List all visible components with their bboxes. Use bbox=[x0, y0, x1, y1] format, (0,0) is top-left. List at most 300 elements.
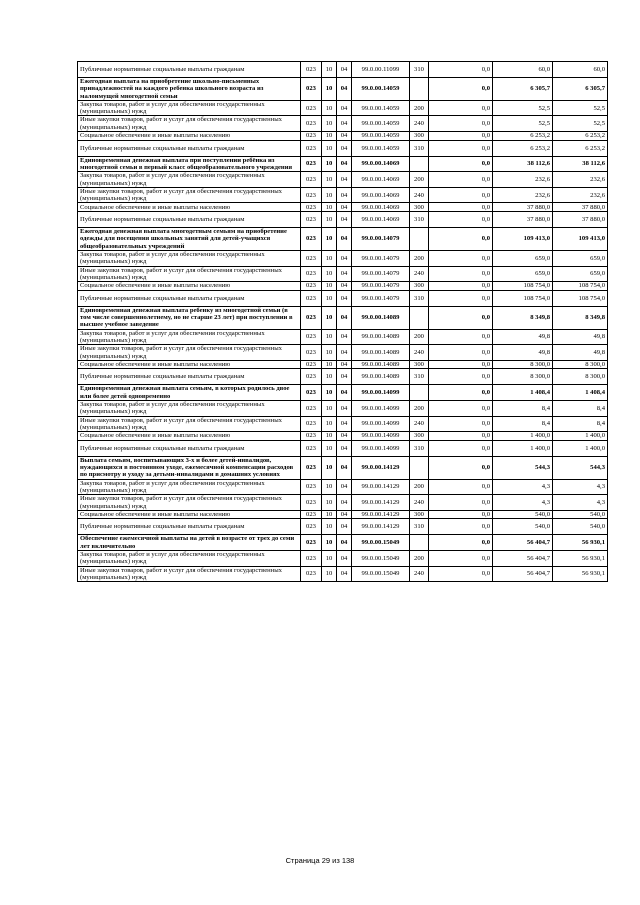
row-grbs-cell: 023 bbox=[301, 266, 322, 282]
table-row bbox=[78, 132, 608, 141]
row-grbs-cell: 023 bbox=[301, 495, 322, 511]
row-expense-type-cell: 300 bbox=[410, 510, 429, 519]
row-subsection-cell: 04 bbox=[337, 535, 352, 551]
row-name-cell: Социальное обеспечение и иные выплаты населению bbox=[78, 282, 301, 291]
row-grbs-cell: 023 bbox=[301, 282, 322, 291]
row-amount-2-cell: 8,4 bbox=[493, 416, 553, 432]
row-amount-1-cell: 0,0 bbox=[429, 132, 493, 141]
row-expense-type-cell: 300 bbox=[410, 282, 429, 291]
row-name-cell: Закупка товаров, работ и услуг для обеспечения государственных (муниципальных) нужд bbox=[78, 400, 301, 416]
row-target-article-cell: 99.0.00.14059 bbox=[352, 78, 410, 101]
row-amount-3-cell: 540,0 bbox=[553, 519, 608, 535]
row-target-article-cell: 99.0.00.14089 bbox=[352, 306, 410, 329]
row-subsection-cell: 04 bbox=[337, 306, 352, 329]
row-target-article-cell: 99.0.00.14129 bbox=[352, 479, 410, 495]
row-target-article-cell: 99.0.00.14129 bbox=[352, 510, 410, 519]
row-section-cell: 10 bbox=[322, 519, 337, 535]
row-amount-1-cell: 0,0 bbox=[429, 203, 493, 212]
row-target-article-cell: 99.0.00.14099 bbox=[352, 385, 410, 401]
row-expense-type-cell bbox=[410, 385, 429, 401]
table-row bbox=[78, 282, 608, 291]
row-subsection-cell: 04 bbox=[337, 479, 352, 495]
row-subsection-cell: 04 bbox=[337, 203, 352, 212]
page-footer: Страница 29 из 138 bbox=[285, 856, 355, 865]
row-amount-1-cell: 0,0 bbox=[429, 400, 493, 416]
table-row bbox=[78, 479, 608, 495]
row-name-cell: Социальное обеспечение и иные выплаты населению bbox=[78, 432, 301, 441]
row-expense-type-cell: 310 bbox=[410, 212, 429, 228]
row-amount-3-cell: 108 754,0 bbox=[553, 290, 608, 306]
row-name-cell: Публичные нормативные социальные выплаты гражданам bbox=[78, 519, 301, 535]
row-amount-2-cell: 659,0 bbox=[493, 266, 553, 282]
row-amount-1-cell: 0,0 bbox=[429, 62, 493, 78]
row-target-article-cell: 99.0.00.14079 bbox=[352, 290, 410, 306]
row-expense-type-cell: 240 bbox=[410, 345, 429, 361]
row-grbs-cell: 023 bbox=[301, 519, 322, 535]
row-grbs-cell: 023 bbox=[301, 345, 322, 361]
row-grbs-cell: 023 bbox=[301, 203, 322, 212]
row-section-cell: 10 bbox=[322, 282, 337, 291]
row-amount-3-cell: 37 880,0 bbox=[553, 212, 608, 228]
row-grbs-cell: 023 bbox=[301, 116, 322, 132]
row-amount-1-cell: 0,0 bbox=[429, 329, 493, 345]
row-target-article-cell: 99.0.00.14099 bbox=[352, 416, 410, 432]
row-section-cell: 10 bbox=[322, 212, 337, 228]
row-amount-1-cell: 0,0 bbox=[429, 116, 493, 132]
row-grbs-cell: 023 bbox=[301, 416, 322, 432]
row-name-cell: Закупка товаров, работ и услуг для обеспечения государственных (муниципальных) нужд bbox=[78, 250, 301, 266]
row-grbs-cell: 023 bbox=[301, 400, 322, 416]
row-name-cell: Иные закупки товаров, работ и услуг для обеспечения государственных (муниципальных) нужд bbox=[78, 566, 301, 582]
row-grbs-cell: 023 bbox=[301, 172, 322, 188]
row-expense-type-cell bbox=[410, 228, 429, 251]
table-row bbox=[78, 432, 608, 441]
row-target-article-cell: 99.0.00.14089 bbox=[352, 345, 410, 361]
table-row bbox=[78, 510, 608, 519]
row-subsection-cell: 04 bbox=[337, 132, 352, 141]
row-amount-2-cell: 49,8 bbox=[493, 329, 553, 345]
row-expense-type-cell bbox=[410, 306, 429, 329]
table-row bbox=[78, 78, 608, 101]
table-row bbox=[78, 566, 608, 582]
row-grbs-cell: 023 bbox=[301, 100, 322, 116]
row-amount-3-cell: 56 930,1 bbox=[553, 566, 608, 582]
row-grbs-cell: 023 bbox=[301, 360, 322, 369]
row-expense-type-cell: 300 bbox=[410, 360, 429, 369]
table-row bbox=[78, 385, 608, 401]
row-amount-2-cell: 56 404,7 bbox=[493, 551, 553, 567]
row-name-cell: Закупка товаров, работ и услуг для обеспечения государственных (муниципальных) нужд bbox=[78, 100, 301, 116]
row-grbs-cell: 023 bbox=[301, 62, 322, 78]
row-name-cell: Публичные нормативные социальные выплаты гражданам bbox=[78, 369, 301, 385]
row-expense-type-cell: 200 bbox=[410, 100, 429, 116]
row-section-cell: 10 bbox=[322, 360, 337, 369]
row-amount-3-cell: 52,5 bbox=[553, 100, 608, 116]
row-subsection-cell: 04 bbox=[337, 172, 352, 188]
row-section-cell: 10 bbox=[322, 187, 337, 203]
row-subsection-cell: 04 bbox=[337, 78, 352, 101]
row-name-cell: Иные закупки товаров, работ и услуг для обеспечения государственных (муниципальных) нужд bbox=[78, 187, 301, 203]
row-expense-type-cell: 200 bbox=[410, 479, 429, 495]
row-amount-3-cell: 4,3 bbox=[553, 479, 608, 495]
row-expense-type-cell: 240 bbox=[410, 495, 429, 511]
row-amount-3-cell: 38 112,6 bbox=[553, 156, 608, 172]
row-subsection-cell: 04 bbox=[337, 100, 352, 116]
row-section-cell: 10 bbox=[322, 250, 337, 266]
row-name-cell: Закупка товаров, работ и услуг для обеспечения государственных (муниципальных) нужд bbox=[78, 172, 301, 188]
row-amount-3-cell: 1 400,0 bbox=[553, 440, 608, 456]
table-row bbox=[78, 416, 608, 432]
row-section-cell: 10 bbox=[322, 566, 337, 582]
row-amount-3-cell: 49,8 bbox=[553, 329, 608, 345]
row-amount-1-cell: 0,0 bbox=[429, 566, 493, 582]
row-amount-3-cell: 49,8 bbox=[553, 345, 608, 361]
row-amount-3-cell: 56 930,1 bbox=[553, 535, 608, 551]
row-section-cell: 10 bbox=[322, 100, 337, 116]
row-amount-2-cell: 6 253,2 bbox=[493, 132, 553, 141]
row-subsection-cell: 04 bbox=[337, 495, 352, 511]
row-expense-type-cell: 200 bbox=[410, 250, 429, 266]
row-target-article-cell: 99.0.00.14069 bbox=[352, 156, 410, 172]
row-amount-2-cell: 52,5 bbox=[493, 116, 553, 132]
row-amount-1-cell: 0,0 bbox=[429, 250, 493, 266]
row-grbs-cell: 023 bbox=[301, 290, 322, 306]
row-amount-2-cell: 6 305,7 bbox=[493, 78, 553, 101]
row-grbs-cell: 023 bbox=[301, 329, 322, 345]
row-grbs-cell: 023 bbox=[301, 440, 322, 456]
row-amount-1-cell: 0,0 bbox=[429, 456, 493, 479]
row-target-article-cell: 99.0.00.14089 bbox=[352, 329, 410, 345]
table-row bbox=[78, 62, 608, 78]
row-amount-3-cell: 8 300,0 bbox=[553, 369, 608, 385]
table-row bbox=[78, 203, 608, 212]
row-expense-type-cell: 310 bbox=[410, 369, 429, 385]
row-amount-2-cell: 56 404,7 bbox=[493, 535, 553, 551]
row-expense-type-cell: 240 bbox=[410, 187, 429, 203]
row-subsection-cell: 04 bbox=[337, 290, 352, 306]
row-target-article-cell: 99.0.00.14089 bbox=[352, 369, 410, 385]
table-row bbox=[78, 212, 608, 228]
row-amount-2-cell: 108 754,0 bbox=[493, 282, 553, 291]
table-row bbox=[78, 228, 608, 251]
row-amount-2-cell: 1 400,0 bbox=[493, 440, 553, 456]
row-expense-type-cell: 200 bbox=[410, 400, 429, 416]
row-amount-2-cell: 37 880,0 bbox=[493, 203, 553, 212]
row-section-cell: 10 bbox=[322, 306, 337, 329]
table-row bbox=[78, 172, 608, 188]
row-grbs-cell: 023 bbox=[301, 551, 322, 567]
row-target-article-cell: 99.0.00.15049 bbox=[352, 566, 410, 582]
row-amount-3-cell: 37 880,0 bbox=[553, 203, 608, 212]
table-row bbox=[78, 100, 608, 116]
row-amount-1-cell: 0,0 bbox=[429, 385, 493, 401]
row-amount-2-cell: 540,0 bbox=[493, 510, 553, 519]
row-name-cell: Социальное обеспечение и иные выплаты населению bbox=[78, 203, 301, 212]
row-grbs-cell: 023 bbox=[301, 385, 322, 401]
row-section-cell: 10 bbox=[322, 535, 337, 551]
row-grbs-cell: 023 bbox=[301, 369, 322, 385]
row-amount-3-cell: 1 400,0 bbox=[553, 432, 608, 441]
row-name-cell: Закупка товаров, работ и услуг для обеспечения государственных (муниципальных) нужд bbox=[78, 479, 301, 495]
row-amount-1-cell: 0,0 bbox=[429, 140, 493, 156]
row-amount-2-cell: 4,3 bbox=[493, 479, 553, 495]
row-name-cell: Ежегодная выплата на приобретение школьно-письменных принадлежностей на каждого ребенка школьного возраста из малоимущей многодетной семьи bbox=[78, 78, 301, 101]
row-target-article-cell: 99.0.00.15049 bbox=[352, 535, 410, 551]
row-expense-type-cell: 310 bbox=[410, 440, 429, 456]
row-grbs-cell: 023 bbox=[301, 78, 322, 101]
table-row bbox=[78, 535, 608, 551]
row-amount-2-cell: 232,6 bbox=[493, 172, 553, 188]
row-subsection-cell: 04 bbox=[337, 510, 352, 519]
row-name-cell: Обеспечение ежемесячной выплаты на детей в возрасте от трех до семи лет включительно bbox=[78, 535, 301, 551]
row-name-cell: Иные закупки товаров, работ и услуг для обеспечения государственных (муниципальных) нужд bbox=[78, 116, 301, 132]
row-target-article-cell: 99.0.00.14129 bbox=[352, 519, 410, 535]
row-section-cell: 10 bbox=[322, 400, 337, 416]
row-name-cell: Единовременная денежная выплата при поступлении ребёнка из многодетной семьи в первый класс общеобразовательного учреждения bbox=[78, 156, 301, 172]
row-expense-type-cell bbox=[410, 78, 429, 101]
row-section-cell: 10 bbox=[322, 510, 337, 519]
table-row bbox=[78, 329, 608, 345]
row-subsection-cell: 04 bbox=[337, 282, 352, 291]
row-target-article-cell: 99.0.00.14129 bbox=[352, 456, 410, 479]
row-amount-3-cell: 6 305,7 bbox=[553, 78, 608, 101]
row-section-cell: 10 bbox=[322, 551, 337, 567]
row-target-article-cell: 99.0.00.14059 bbox=[352, 100, 410, 116]
row-grbs-cell: 023 bbox=[301, 479, 322, 495]
row-section-cell: 10 bbox=[322, 385, 337, 401]
row-amount-3-cell: 109 413,0 bbox=[553, 228, 608, 251]
row-name-cell: Иные закупки товаров, работ и услуг для обеспечения государственных (муниципальных) нужд bbox=[78, 266, 301, 282]
row-target-article-cell: 99.0.00.14059 bbox=[352, 132, 410, 141]
row-amount-1-cell: 0,0 bbox=[429, 290, 493, 306]
row-amount-3-cell: 6 253,2 bbox=[553, 132, 608, 141]
row-section-cell: 10 bbox=[322, 62, 337, 78]
row-section-cell: 10 bbox=[322, 416, 337, 432]
row-name-cell: Иные закупки товаров, работ и услуг для обеспечения государственных (муниципальных) нужд bbox=[78, 416, 301, 432]
row-expense-type-cell: 310 bbox=[410, 62, 429, 78]
row-section-cell: 10 bbox=[322, 432, 337, 441]
table-row bbox=[78, 250, 608, 266]
row-target-article-cell: 99.0.00.14089 bbox=[352, 360, 410, 369]
row-name-cell: Социальное обеспечение и иные выплаты населению bbox=[78, 132, 301, 141]
row-amount-1-cell: 0,0 bbox=[429, 369, 493, 385]
row-subsection-cell: 04 bbox=[337, 385, 352, 401]
table-row bbox=[78, 400, 608, 416]
row-section-cell: 10 bbox=[322, 266, 337, 282]
table-row bbox=[78, 116, 608, 132]
row-amount-1-cell: 0,0 bbox=[429, 551, 493, 567]
table-row bbox=[78, 495, 608, 511]
row-expense-type-cell: 200 bbox=[410, 172, 429, 188]
row-expense-type-cell: 240 bbox=[410, 116, 429, 132]
row-subsection-cell: 04 bbox=[337, 140, 352, 156]
row-section-cell: 10 bbox=[322, 116, 337, 132]
row-expense-type-cell bbox=[410, 156, 429, 172]
budget-table bbox=[77, 61, 608, 582]
row-target-article-cell: 99.0.00.14069 bbox=[352, 187, 410, 203]
row-amount-1-cell: 0,0 bbox=[429, 416, 493, 432]
row-name-cell: Закупка товаров, работ и услуг для обеспечения государственных (муниципальных) нужд bbox=[78, 551, 301, 567]
row-target-article-cell: 99.0.00.14069 bbox=[352, 203, 410, 212]
row-amount-2-cell: 8 300,0 bbox=[493, 369, 553, 385]
row-amount-3-cell: 8 349,8 bbox=[553, 306, 608, 329]
row-amount-3-cell: 4,3 bbox=[553, 495, 608, 511]
row-target-article-cell: 99.0.00.14099 bbox=[352, 432, 410, 441]
row-name-cell: Публичные нормативные социальные выплаты гражданам bbox=[78, 212, 301, 228]
row-name-cell: Публичные нормативные социальные выплаты гражданам bbox=[78, 440, 301, 456]
row-expense-type-cell: 300 bbox=[410, 432, 429, 441]
row-amount-1-cell: 0,0 bbox=[429, 360, 493, 369]
row-amount-2-cell: 4,3 bbox=[493, 495, 553, 511]
row-amount-3-cell: 8,4 bbox=[553, 416, 608, 432]
row-amount-2-cell: 232,6 bbox=[493, 187, 553, 203]
row-section-cell: 10 bbox=[322, 345, 337, 361]
table-row bbox=[78, 266, 608, 282]
table-row bbox=[78, 156, 608, 172]
row-amount-2-cell: 109 413,0 bbox=[493, 228, 553, 251]
row-name-cell: Иные закупки товаров, работ и услуг для обеспечения государственных (муниципальных) нужд bbox=[78, 495, 301, 511]
row-target-article-cell: 99.0.00.14079 bbox=[352, 266, 410, 282]
row-amount-3-cell: 659,0 bbox=[553, 266, 608, 282]
row-amount-2-cell: 659,0 bbox=[493, 250, 553, 266]
row-amount-1-cell: 0,0 bbox=[429, 212, 493, 228]
table-body bbox=[78, 62, 608, 582]
table-row bbox=[78, 290, 608, 306]
row-amount-2-cell: 60,0 bbox=[493, 62, 553, 78]
row-target-article-cell: 99.0.00.14069 bbox=[352, 212, 410, 228]
row-target-article-cell: 99.0.00.14099 bbox=[352, 400, 410, 416]
row-amount-3-cell: 1 408,4 bbox=[553, 385, 608, 401]
row-subsection-cell: 04 bbox=[337, 519, 352, 535]
row-amount-2-cell: 8 349,8 bbox=[493, 306, 553, 329]
row-section-cell: 10 bbox=[322, 495, 337, 511]
row-name-cell: Публичные нормативные социальные выплаты гражданам bbox=[78, 62, 301, 78]
row-amount-3-cell: 8,4 bbox=[553, 400, 608, 416]
table-row bbox=[78, 360, 608, 369]
row-name-cell: Единовременная денежная выплата семьям, в которых родилось двое или более детей одновременно bbox=[78, 385, 301, 401]
row-subsection-cell: 04 bbox=[337, 416, 352, 432]
row-amount-3-cell: 540,0 bbox=[553, 510, 608, 519]
row-grbs-cell: 023 bbox=[301, 306, 322, 329]
row-section-cell: 10 bbox=[322, 440, 337, 456]
table-row bbox=[78, 519, 608, 535]
row-section-cell: 10 bbox=[322, 329, 337, 345]
row-amount-3-cell: 52,5 bbox=[553, 116, 608, 132]
row-grbs-cell: 023 bbox=[301, 510, 322, 519]
row-grbs-cell: 023 bbox=[301, 566, 322, 582]
row-subsection-cell: 04 bbox=[337, 360, 352, 369]
row-amount-2-cell: 37 880,0 bbox=[493, 212, 553, 228]
table-row bbox=[78, 456, 608, 479]
row-subsection-cell: 04 bbox=[337, 187, 352, 203]
row-subsection-cell: 04 bbox=[337, 329, 352, 345]
row-expense-type-cell: 240 bbox=[410, 566, 429, 582]
row-subsection-cell: 04 bbox=[337, 400, 352, 416]
row-amount-2-cell: 1 400,0 bbox=[493, 432, 553, 441]
row-subsection-cell: 04 bbox=[337, 250, 352, 266]
row-amount-3-cell: 6 253,2 bbox=[553, 140, 608, 156]
row-subsection-cell: 04 bbox=[337, 212, 352, 228]
row-section-cell: 10 bbox=[322, 369, 337, 385]
row-amount-3-cell: 232,6 bbox=[553, 187, 608, 203]
row-name-cell: Публичные нормативные социальные выплаты гражданам bbox=[78, 290, 301, 306]
row-subsection-cell: 04 bbox=[337, 456, 352, 479]
row-grbs-cell: 023 bbox=[301, 156, 322, 172]
row-target-article-cell: 99.0.00.14129 bbox=[352, 495, 410, 511]
row-amount-2-cell: 1 408,4 bbox=[493, 385, 553, 401]
row-name-cell: Единовременная денежная выплата ребенку из многодетной семьи (в том числе совершеннолетнему, но не старше 23 лет) при поступлении в высшее учебное заведение bbox=[78, 306, 301, 329]
table-row bbox=[78, 187, 608, 203]
row-section-cell: 10 bbox=[322, 203, 337, 212]
row-amount-3-cell: 108 754,0 bbox=[553, 282, 608, 291]
row-amount-1-cell: 0,0 bbox=[429, 519, 493, 535]
row-amount-2-cell: 8 300,0 bbox=[493, 360, 553, 369]
row-amount-3-cell: 232,6 bbox=[553, 172, 608, 188]
row-name-cell: Публичные нормативные социальные выплаты гражданам bbox=[78, 140, 301, 156]
row-section-cell: 10 bbox=[322, 172, 337, 188]
row-expense-type-cell: 200 bbox=[410, 551, 429, 567]
row-amount-3-cell: 659,0 bbox=[553, 250, 608, 266]
row-target-article-cell: 99.0.00.11099 bbox=[352, 62, 410, 78]
row-grbs-cell: 023 bbox=[301, 535, 322, 551]
row-section-cell: 10 bbox=[322, 456, 337, 479]
row-target-article-cell: 99.0.00.14099 bbox=[352, 440, 410, 456]
row-amount-1-cell: 0,0 bbox=[429, 432, 493, 441]
row-target-article-cell: 99.0.00.14059 bbox=[352, 140, 410, 156]
row-grbs-cell: 023 bbox=[301, 212, 322, 228]
row-amount-2-cell: 544,3 bbox=[493, 456, 553, 479]
row-section-cell: 10 bbox=[322, 479, 337, 495]
row-subsection-cell: 04 bbox=[337, 432, 352, 441]
row-amount-2-cell: 6 253,2 bbox=[493, 140, 553, 156]
row-amount-2-cell: 49,8 bbox=[493, 345, 553, 361]
row-amount-1-cell: 0,0 bbox=[429, 510, 493, 519]
row-grbs-cell: 023 bbox=[301, 228, 322, 251]
row-amount-1-cell: 0,0 bbox=[429, 228, 493, 251]
row-expense-type-cell: 310 bbox=[410, 519, 429, 535]
row-amount-2-cell: 540,0 bbox=[493, 519, 553, 535]
row-amount-2-cell: 108 754,0 bbox=[493, 290, 553, 306]
row-amount-1-cell: 0,0 bbox=[429, 100, 493, 116]
row-amount-1-cell: 0,0 bbox=[429, 187, 493, 203]
row-expense-type-cell: 240 bbox=[410, 266, 429, 282]
row-name-cell: Социальное обеспечение и иные выплаты населению bbox=[78, 510, 301, 519]
row-target-article-cell: 99.0.00.14079 bbox=[352, 282, 410, 291]
row-section-cell: 10 bbox=[322, 156, 337, 172]
row-amount-1-cell: 0,0 bbox=[429, 535, 493, 551]
row-amount-2-cell: 52,5 bbox=[493, 100, 553, 116]
row-target-article-cell: 99.0.00.14079 bbox=[352, 228, 410, 251]
row-grbs-cell: 023 bbox=[301, 187, 322, 203]
row-name-cell: Социальное обеспечение и иные выплаты населению bbox=[78, 360, 301, 369]
row-section-cell: 10 bbox=[322, 78, 337, 101]
row-grbs-cell: 023 bbox=[301, 132, 322, 141]
row-grbs-cell: 023 bbox=[301, 456, 322, 479]
row-amount-1-cell: 0,0 bbox=[429, 440, 493, 456]
row-expense-type-cell: 240 bbox=[410, 416, 429, 432]
row-amount-2-cell: 38 112,6 bbox=[493, 156, 553, 172]
row-grbs-cell: 023 bbox=[301, 250, 322, 266]
table-row bbox=[78, 306, 608, 329]
row-amount-3-cell: 544,3 bbox=[553, 456, 608, 479]
row-subsection-cell: 04 bbox=[337, 228, 352, 251]
row-amount-1-cell: 0,0 bbox=[429, 345, 493, 361]
row-expense-type-cell: 300 bbox=[410, 132, 429, 141]
row-name-cell: Иные закупки товаров, работ и услуг для обеспечения государственных (муниципальных) нужд bbox=[78, 345, 301, 361]
row-target-article-cell: 99.0.00.14079 bbox=[352, 250, 410, 266]
row-subsection-cell: 04 bbox=[337, 266, 352, 282]
row-name-cell: Закупка товаров, работ и услуг для обеспечения государственных (муниципальных) нужд bbox=[78, 329, 301, 345]
